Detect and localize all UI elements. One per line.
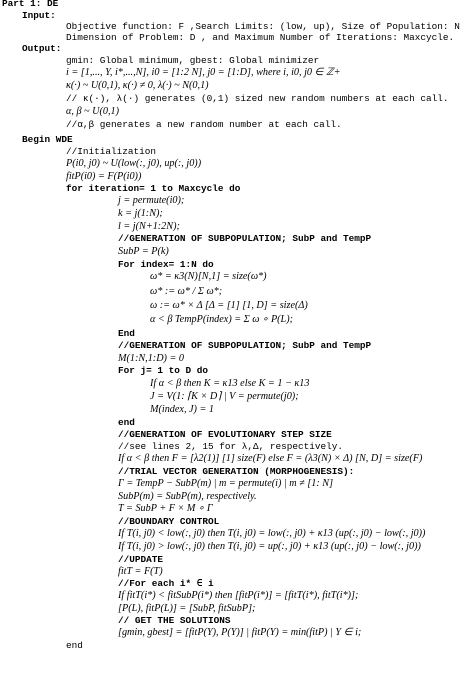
j-assign: J = V(1: ⌈K × D⌉ | V = permute(j0); [150, 391, 299, 402]
m-assign: M(1:N,1:D) = 0 [118, 353, 185, 364]
m-index: M(index, J) = 1 [150, 404, 215, 415]
end-for-index: End [118, 328, 135, 339]
output-line-3: κ(·) ~ U(0,1), κ(·) ≠ 0, λ(·) ~ N(0,1) [66, 80, 209, 91]
init-comment: //Initialization [66, 146, 157, 157]
for-each-comment: //For each i* ∈ i [118, 578, 214, 589]
output-line-5: α, β ~ U(0,1) [66, 106, 119, 117]
permute-j: j = permute(i0); [118, 195, 185, 206]
update-comment: //UPDATE [118, 554, 164, 565]
subp-m-assign: SubP(m) = SubP(m), respectively. [118, 491, 257, 502]
if-f-assign: If α < β then F = [λ2(1)] [1] size(F) else F = (λ3(N) × Δ) [N, D] = size(F) [118, 453, 423, 464]
gen-step-comment: //GENERATION OF EVOLUTIONARY STEP SIZE [118, 429, 332, 440]
part1-title: Part 1: DE [2, 0, 59, 9]
begin-wde: Begin WDE [22, 134, 73, 145]
input-label: Input: [22, 10, 56, 21]
for-iteration: for iteration= 1 to Maxcycle do [66, 183, 241, 194]
output-line-4: // κ(·), λ(·) generates (0,1) sized new random numbers at each call. [66, 93, 449, 104]
if-alpha-beta: If α < β then K = κ13 else K = 1 − κ13 [150, 378, 310, 389]
get-solutions-comment: // GET THE SOLUTIONS [118, 615, 231, 626]
omega-line-1: ω* = κ3(N)[N,1] = size(ω*) [150, 271, 267, 282]
gen-subpop-comment-2: //GENERATION OF SUBPOPULATION; SubP and TempP [118, 340, 372, 351]
tempp-assign: α < β TempP(index) = Σ ω ∘ P(L); [150, 314, 294, 325]
trial-vector-comment: //TRIAL VECTOR GENERATION (MORPHOGENESIS): [118, 466, 355, 477]
input-line-2: Dimension of Problem: D , and Maximum Number of Iterations: Maxcycle. [66, 32, 455, 43]
boundary-comment: //BOUNDARY CONTROL [118, 516, 220, 527]
subp-assign: SubP = P(k) [118, 246, 169, 257]
pl-assign: [P(L), fitP(L)] = [SubP, fitSubP]; [118, 603, 256, 614]
if-low-bound: If T(i, j0) < low(:, j0) then T(i, j0) = low(:, j0) + κ13 (up(:, j0) − low(:, j0)) [118, 528, 426, 539]
l-assign: l = j(N+1:2N); [118, 221, 180, 232]
k-assign: k = j(1:N); [118, 208, 163, 219]
output-line-6: //α,β generates a new random number at each call. [66, 119, 342, 130]
end-for-iteration: end [66, 640, 83, 651]
output-line-1: gmin: Global minimum, gbest: Global minimizer [66, 55, 320, 66]
t-assign: T = SubP + F × M ∘ Γ [118, 503, 213, 514]
gamma-assign: Γ = TempP − SubP(m) | m = permute(i) | m ≠ [1: N] [118, 478, 334, 489]
see-lines-comment: //see lines 2, 15 for λ,Δ, respectively. [118, 441, 344, 452]
init-fitness: fitP(i0) = F(P(i0)) [66, 171, 142, 182]
for-j: For j= 1 to D do [118, 365, 209, 376]
omega-line-3: ω := ω* × Δ [Δ = [1] [1, D] = size(Δ) [150, 300, 308, 311]
gen-subpop-comment-1: //GENERATION OF SUBPOPULATION; SubP and TempP [118, 233, 372, 244]
end-for-j: end [118, 417, 135, 428]
gmin-assign: [gmin, gbest] = [fitP(Υ), P(Υ)] | fitP(Υ) = min(fitP) | Υ ∈ i; [118, 627, 362, 638]
output-label: Output: [22, 43, 62, 54]
init-population: P(i0, j0) ~ U(low(:, j0), up(:, j0)) [66, 158, 202, 169]
if-fit-update: If fitT(i*) < fitSubP(i*) then [fitP(i*)] = [fitT(i*), fitT(i*)]; [118, 590, 359, 601]
input-line-1: Objective function: F ,Search Limits: (low, up), Size of Population: N [66, 21, 460, 32]
output-line-2: i = [1,..., Υ, i*,...,N], i0 = [1:2 N], j0 = [1:D], where i, i0, j0 ∈ ℤ+ [66, 67, 341, 78]
omega-line-2: ω* := ω* / Σ ω*; [150, 286, 223, 297]
if-up-bound: If T(i, j0) > low(:, j0) then T(i, j0) = up(:, j0) + κ13 (up(:, j0) − low(:, j0)) [118, 541, 421, 552]
fit-t-assign: fitT = F(T) [118, 566, 163, 577]
for-index: For index= 1:N do [118, 259, 214, 270]
